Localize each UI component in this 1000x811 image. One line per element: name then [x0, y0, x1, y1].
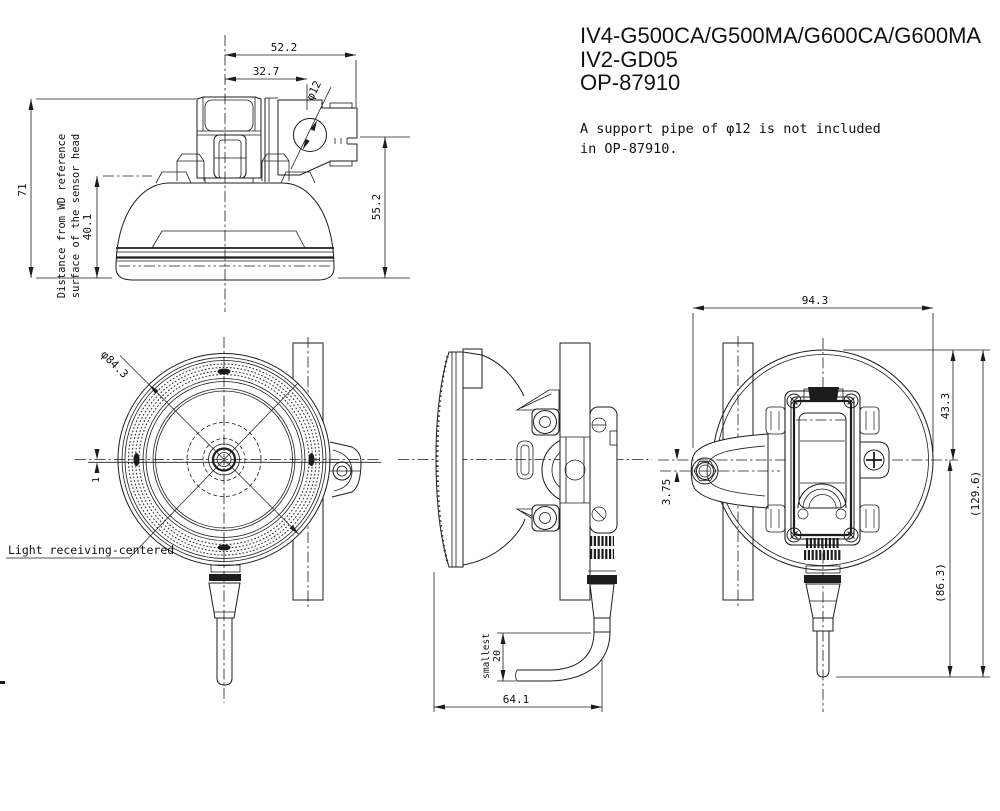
dim-cable-projection: 64.1 — [502, 693, 530, 706]
rear-connector — [804, 566, 841, 677]
front-view-connector — [209, 565, 241, 685]
mounting-clamp — [197, 97, 278, 183]
dim-min-bend-radius: 20 — [492, 649, 503, 663]
dim-clamp-width: 32.7 — [252, 65, 280, 78]
dim-top-to-center: 43.3 — [939, 392, 952, 420]
right-screw-tab — [860, 442, 889, 478]
dim-overall-height: 71 — [16, 183, 29, 197]
model-line-2: IV2-GD05 — [580, 47, 678, 72]
support-pipe — [560, 343, 590, 600]
side-view-dimensions — [16, 41, 410, 298]
pipe-clamp-arm — [278, 100, 357, 175]
cable-gland-profile — [587, 541, 617, 632]
model-line-1: IV4-G500CA/G500MA/G600CA/G600MA — [580, 23, 982, 48]
dim-wd-height: 40.1 — [81, 213, 94, 241]
title-block — [580, 23, 981, 157]
rear-housing — [766, 387, 889, 555]
light-receiving-label: Light receiving-centered — [8, 543, 175, 557]
bracket-ear — [330, 442, 361, 497]
dim-overall-width: 52.2 — [270, 41, 298, 54]
cable-bend — [516, 632, 611, 681]
edge-stray-mark — [0, 681, 5, 684]
dim-pipe-diameter: φ12 — [303, 78, 325, 103]
note-line-2: in OP-87910. — [580, 141, 678, 157]
dim-bracket-offset: 3.75 — [660, 478, 673, 506]
side-view — [16, 35, 410, 312]
rear-view — [658, 294, 990, 712]
wd-reference-label-2: surface of the sensor head — [70, 133, 82, 299]
dim-overall-height-ref: (129.6) — [969, 470, 982, 518]
support-pipe-section — [294, 119, 327, 152]
dim-smallest-label: smallest — [481, 633, 492, 679]
wd-reference-label-1: Distance from WD reference — [56, 133, 68, 299]
dim-head-diameter: φ84.3 — [98, 348, 131, 381]
note-line-1: A support pipe of φ12 is not included — [580, 121, 881, 137]
model-line-3: OP-87910 — [580, 70, 681, 95]
dim-rear-width: 94.3 — [801, 294, 829, 307]
dim-center-to-connector: (86.3) — [934, 563, 947, 603]
lens-rim — [436, 349, 482, 567]
rear-housing-profile — [590, 407, 617, 533]
dim-center-offset: 1 — [91, 476, 102, 483]
mounting-bracket — [660, 434, 780, 508]
dim-pipe-center-height: 55.2 — [370, 193, 383, 221]
front-view — [6, 337, 381, 703]
screw-bosses — [532, 409, 559, 531]
profile-view — [398, 343, 652, 712]
